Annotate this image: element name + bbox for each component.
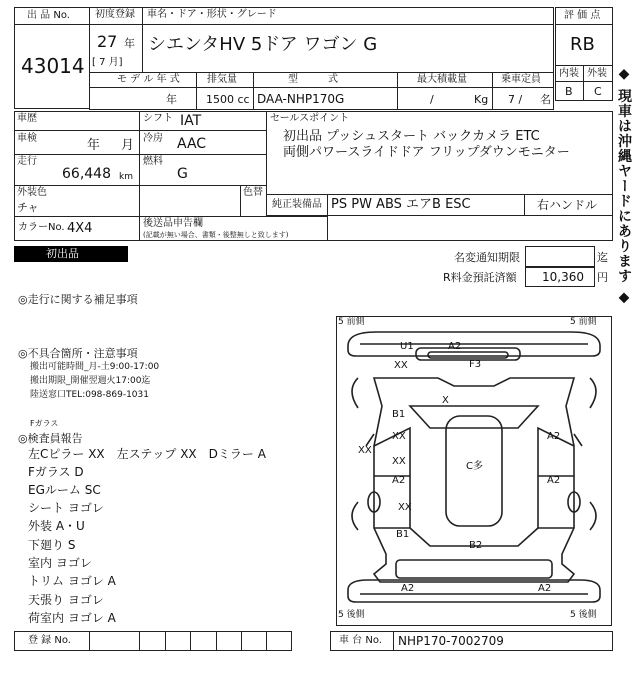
model-year-label: モ デ ル 年 式 <box>117 74 180 85</box>
interior-label-cell <box>555 65 584 82</box>
damage-mark: A2 <box>392 475 406 486</box>
capacity-label: 乗車定員 <box>501 74 541 85</box>
mileage-unit: km <box>119 172 133 182</box>
damage-mark: F3 <box>469 359 482 370</box>
sales-point-label: セールスポイント <box>270 113 350 124</box>
ext-color-label: 外装色 <box>17 187 47 198</box>
damage-mark: A2 <box>448 341 462 352</box>
exterior-label-cell <box>583 65 613 82</box>
recycle-box <box>525 267 595 287</box>
specs-block <box>14 111 267 217</box>
sales-point-line1: 初出品 プッシュスタート バックカメラ ETC <box>283 129 540 144</box>
lot-label: 出 品 No. <box>27 10 70 21</box>
driving-notes-title: ◎走行に関する補足事項 <box>18 293 138 306</box>
first-reg-label: 初度登録 <box>95 9 135 20</box>
damage-mark: XX <box>398 502 412 513</box>
equipment-label: 純正装備品 <box>272 199 322 210</box>
interior-label: 内装 <box>559 68 579 79</box>
lot-number-cell <box>14 24 90 109</box>
recycle-unit: 円 <box>597 271 608 284</box>
max-load-sep: / <box>430 93 434 106</box>
capacity: 7 / <box>508 93 523 106</box>
chassis-label: 車 台 No. <box>339 635 382 646</box>
ac-label: 冷房 <box>143 133 163 144</box>
exterior-label: 外装 <box>587 68 607 79</box>
defect-line-3: 陸送窓口TEL:098-869-1031 <box>30 390 149 400</box>
damage-mark: A2 <box>401 583 415 594</box>
damage-mark: C多 <box>466 461 483 472</box>
fuel-value: G <box>177 166 188 182</box>
shift-value: IAT <box>180 113 202 129</box>
first-reg-year: 27 <box>97 32 118 51</box>
inspector-pre-note: Fガラス <box>30 419 59 428</box>
color-no-cell <box>14 216 140 241</box>
damage-mark: B1 <box>392 409 406 420</box>
registration-label: 登 録 No. <box>28 635 71 646</box>
steering-side: 右ハンドル <box>537 198 598 212</box>
exterior-grade-cell <box>583 81 613 101</box>
interior-grade: B <box>565 85 573 98</box>
deadline-label: 名変通知期限 <box>454 251 520 264</box>
inspection-label: 車検 <box>17 133 37 144</box>
damage-mark: XX <box>394 360 408 371</box>
blank-row <box>327 215 613 241</box>
inspector-line: 室内 ヨゴレ <box>28 556 92 570</box>
vehicle-name: シエンタHV 5ドア ワゴン G <box>148 34 378 55</box>
post-input-note: (記載が無い場合、書類・後整無しと致します) <box>143 231 289 239</box>
damage-mark: A2 <box>547 431 561 442</box>
first-listing-label: 初出品 <box>46 247 79 260</box>
post-input-cell <box>139 216 328 241</box>
inspector-line: シート ヨゴレ <box>28 501 104 515</box>
mileage-value: 66,448 <box>62 166 111 182</box>
sales-point-line2: 両側パワースライドドア フリップダウンモニター <box>283 145 570 160</box>
corner-rear-right: 5 後側 <box>570 610 597 620</box>
damage-mark: X <box>442 395 449 406</box>
defect-line-1: 搬出可能時間_月-土9:00-17:00 <box>30 362 160 372</box>
corner-rear-left: 5 後側 <box>338 610 365 620</box>
inspector-line: EGルーム SC <box>28 483 101 497</box>
shift-label: シフト <box>143 113 173 124</box>
overall-grade: RB <box>570 34 595 55</box>
max-load-unit: Kg <box>474 93 489 106</box>
year-unit: 年 <box>124 37 135 50</box>
defect-line-2: 搬出期限_開催翌週火17:00迄 <box>30 376 151 386</box>
inspector-line: 天張り ヨゴレ <box>28 593 104 607</box>
first-reg-month: [ 7 月] <box>92 57 123 68</box>
lot-label-cell <box>14 7 90 25</box>
inspection-year: 年 <box>87 138 101 153</box>
recycle-value: 10,360 <box>542 270 584 284</box>
color-code-label: 色替 <box>243 187 263 198</box>
damage-mark: A2 <box>547 475 561 486</box>
first-listing-badge <box>14 246 128 262</box>
lot-number: 43014 <box>21 54 85 78</box>
damage-mark: B2 <box>469 540 483 551</box>
inspector-line: 下廻り S <box>28 538 76 552</box>
corner-front-right: 5 前側 <box>570 317 597 327</box>
capacity-unit: 名 <box>540 93 551 106</box>
max-load-label: 最大積載量 <box>417 74 467 85</box>
ac-value: AAC <box>177 136 207 152</box>
damage-mark: XX <box>358 445 372 456</box>
ext-color-value: チャ <box>17 201 39 214</box>
damage-mark: B1 <box>396 529 410 540</box>
model-year-unit: 年 <box>166 93 177 106</box>
grade-cell <box>555 24 613 66</box>
interior-grade-cell <box>555 81 584 101</box>
defect-notes-title: ◎不具合箇所・注意事項 <box>18 347 138 360</box>
deadline-box <box>525 246 595 267</box>
model-code: DAA-NHP170G <box>257 92 345 106</box>
damage-mark: A2 <box>538 583 552 594</box>
damage-mark: U1 <box>400 341 414 352</box>
inspector-line: Fガラス D <box>28 465 84 479</box>
inspector-line: 左Cピラー XX 左ステップ XX Dミラー A <box>28 447 266 461</box>
recycle-label: R料金預託済額 <box>443 271 517 284</box>
corner-front-left: 5 前側 <box>338 317 365 327</box>
displacement-label: 排気量 <box>207 74 237 85</box>
color-no-label: カラーNo. <box>18 222 65 233</box>
fuel-label: 燃料 <box>143 156 163 167</box>
chassis-number: NHP170-7002709 <box>398 634 504 648</box>
side-notice: ◆ 現車は沖縄ヤードにあります ◆ <box>616 66 632 307</box>
model-code-label: 型 式 <box>288 74 338 85</box>
grade-label: 評 価 点 <box>564 10 601 21</box>
damage-mark: XX <box>392 431 406 442</box>
exterior-grade: C <box>594 85 602 98</box>
inspector-line: トリム ヨゴレ A <box>28 574 116 588</box>
inspector-line: 荷室内 ヨゴレ A <box>28 611 116 625</box>
history-label: 車歴 <box>17 113 37 124</box>
drive-value: 4X4 <box>67 221 93 236</box>
vehicle-label: 車名・ドア・形状・グレード <box>147 9 277 20</box>
damage-mark: XX <box>392 456 406 467</box>
inspection-month: 月 <box>121 138 135 153</box>
inspector-line: 外装 A・U <box>28 519 85 533</box>
inspector-report-title: ◎検査員報告 <box>18 432 83 445</box>
post-input-label: 後送品申告欄 <box>143 218 203 229</box>
mileage-label: 走行 <box>17 156 37 167</box>
equipment-items: PS PW ABS エアB ESC <box>331 197 471 212</box>
grade-label-cell <box>555 7 613 25</box>
deadline-mark: 迄 <box>597 251 608 264</box>
displacement: 1500 cc <box>206 93 250 106</box>
